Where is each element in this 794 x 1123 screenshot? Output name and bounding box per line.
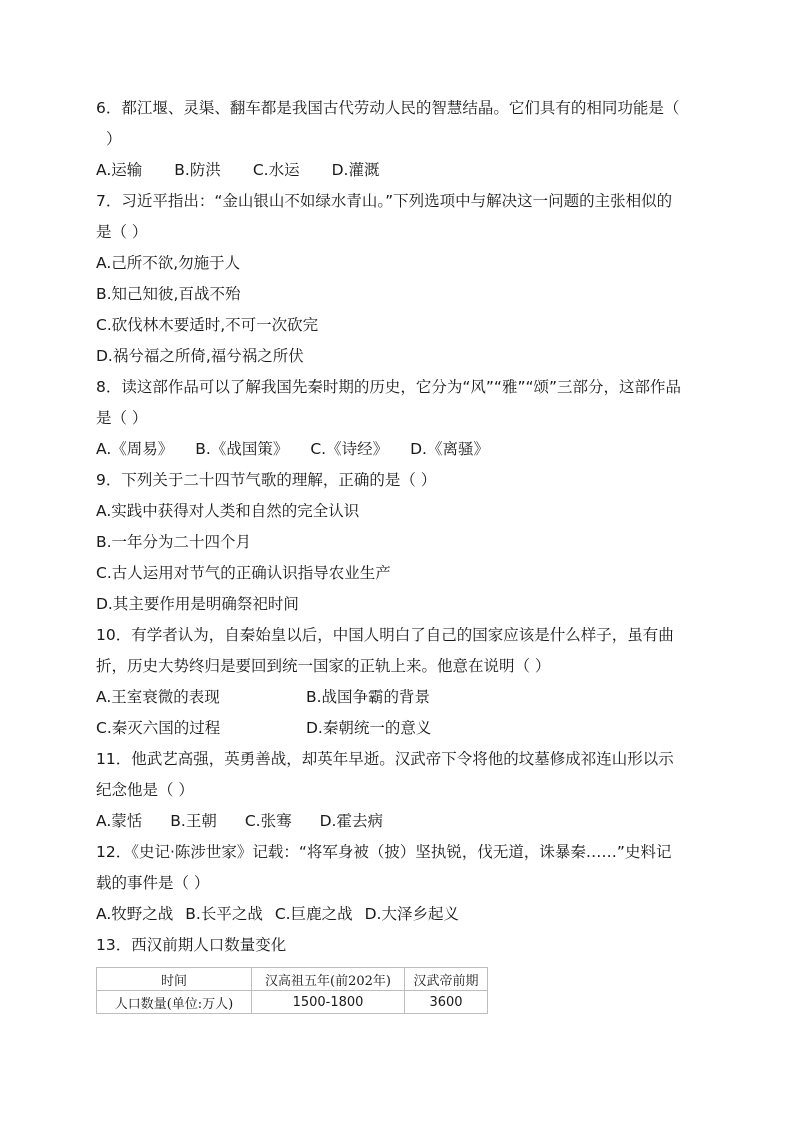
q12-option-a[interactable]: A.牧野之战	[96, 905, 174, 923]
q11-option-b[interactable]: B.王朝	[170, 812, 217, 830]
q8-stem-line1: 8．读这部作品可以了解我国先秦时期的历史，它分为“风”“雅”“颂”三部分，这部作品	[96, 378, 682, 396]
q6-stem-line1: 6．都江堰、灵渠、翻车都是我国古代劳动人民的智慧结晶。它们具有的相同功能是（	[96, 99, 680, 117]
question-page	[96, 93, 696, 1014]
population-table	[96, 967, 488, 1014]
q7-option-d[interactable]: D.祸兮福之所倚,福兮祸之所伏	[96, 347, 304, 365]
q11-option-d[interactable]: D.霍去病	[319, 812, 383, 830]
q8-option-d[interactable]: D.《离骚》	[410, 440, 489, 458]
q8-option-a[interactable]: A.《周易》	[96, 440, 174, 458]
q10-options-row2	[96, 713, 696, 744]
q10-stem-line2: 折，历史大势终归是要回到统一国家的正轨上来。他意在说明（ ）	[96, 657, 551, 675]
q9-option-d[interactable]: D.其主要作用是明确祭祀时间	[96, 595, 299, 613]
q7-option-c[interactable]: C.砍伐林木要适时,不可一次砍完	[96, 316, 319, 334]
table-cell: 1500-1800	[252, 991, 405, 1014]
q7-stem-line2: 是（ ）	[96, 223, 148, 241]
q8-option-c[interactable]: C.《诗经》	[310, 440, 389, 458]
table-header-cell: 时间	[97, 968, 252, 991]
q12-option-c[interactable]: C.巨鹿之战	[274, 905, 353, 923]
q11-stem-line2: 纪念他是（ ）	[96, 781, 194, 799]
q10-option-b[interactable]: B.战国争霸的背景	[306, 688, 431, 706]
q8-option-b[interactable]: B.《战国策》	[195, 440, 289, 458]
q12-option-d[interactable]: D.大泽乡起义	[364, 905, 459, 923]
q6-options	[96, 155, 696, 186]
q10-option-d[interactable]: D.秦朝统一的意义	[306, 719, 432, 737]
q6-option-b[interactable]: B.防洪	[174, 161, 221, 179]
q12-stem-line2: 载的事件是（ ）	[96, 874, 210, 892]
q6-option-d[interactable]: D.灌溉	[331, 161, 380, 179]
q7-option-a[interactable]: A.己所不欲,勿施于人	[96, 254, 241, 272]
q6-option-a[interactable]: A.运输	[96, 161, 143, 179]
q6-option-c[interactable]: C.水运	[252, 161, 300, 179]
table-cell: 人口数量(单位:万人)	[97, 991, 252, 1014]
q8-options	[96, 434, 696, 465]
q6-stem-line2: ）	[106, 130, 122, 148]
q9-option-c[interactable]: C.古人运用对节气的正确认识指导农业生产	[96, 564, 391, 582]
q8-stem-line2: 是（ ）	[96, 409, 148, 427]
q12-option-b[interactable]: B.长平之战	[185, 905, 263, 923]
q12-options	[96, 899, 696, 930]
q10-option-c[interactable]: C.秦灭六国的过程	[96, 719, 221, 737]
q7-stem-line1: 7．习近平指出：“金山银山不如绿水青山。”下列选项中与解决这一问题的主张相似的	[96, 192, 673, 210]
table-row	[97, 991, 488, 1014]
q9-option-b[interactable]: B.一年分为二十四个月	[96, 533, 252, 551]
q10-option-a[interactable]: A.王室衰微的表现	[96, 688, 220, 706]
q11-option-a[interactable]: A.蒙恬	[96, 812, 143, 830]
q10-stem-line1: 10．有学者认为，自秦始皇以后，中国人明白了自己的国家应该是什么样子，虽有曲	[96, 626, 674, 644]
table-header-cell: 汉高祖五年(前202年)	[252, 968, 405, 991]
q11-option-c[interactable]: C.张骞	[244, 812, 292, 830]
q10-options-row1	[96, 682, 696, 713]
table-header-cell: 汉武帝前期	[405, 968, 488, 991]
q11-options	[96, 806, 696, 837]
q7-option-b[interactable]: B.知己知彼,百战不殆	[96, 285, 241, 303]
table-header-row	[97, 968, 488, 991]
q9-option-a[interactable]: A.实践中获得对人类和自然的完全认识	[96, 502, 360, 520]
q11-stem-line1: 11．他武艺高强，英勇善战，却英年早逝。汉武帝下令将他的坟墓修成祁连山形以示	[96, 750, 674, 768]
q12-stem-line1: 12．《史记·陈涉世家》记载：“将军身被（披）坚执锐，伐无道，诛暴秦……”史料记	[96, 843, 672, 861]
q13-stem-line1: 13．西汉前期人口数量变化	[96, 936, 287, 954]
q9-stem-line1: 9．下列关于二十四节气歌的理解，正确的是（ ）	[96, 471, 437, 489]
table-cell: 3600	[405, 991, 488, 1014]
